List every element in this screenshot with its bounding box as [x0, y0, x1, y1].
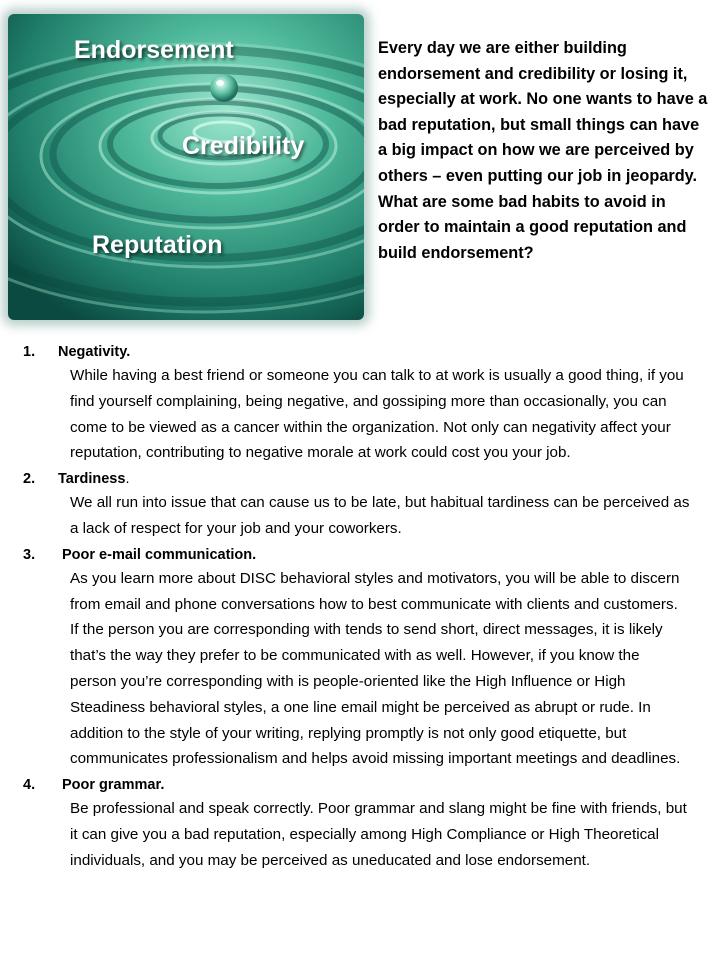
item-title	[62, 544, 720, 566]
list-item	[0, 544, 720, 772]
item-title-text: Poor e-mail communication.	[62, 546, 257, 563]
item-title	[58, 341, 720, 363]
item-number: 3.	[23, 546, 36, 563]
item-body: Be professional and speak correctly. Poor grammar and slang might be fine with friends, but it can give you a bad reputation, especially among High Compliance or High Theoretical individuals, and you may be perceived as uneducated and lose endorsement.	[70, 800, 687, 869]
water-ripple-image	[8, 14, 364, 320]
item-title	[58, 468, 720, 490]
item-number: 4.	[23, 777, 36, 794]
item-title	[62, 774, 720, 796]
item-title-text: Negativity.	[58, 344, 131, 360]
item-body: As you learn more about DISC behavioral styles and motivators, you will be able to discern from email and phone conversations how to best communicate with clients and customers. If the person you are corresponding with tends to send short, direct messages, it is likely that’s the way they prefer to be communicated with as well. However, if you know the person you’re corresponding with is people-oriented like the High Influence or High Steadiness behavioral styles, a one line email might be perceived as abrupt or rude. In addition to the style of your writing, replying promptly is not only good etiquette, but communicates professionalism and helps avoid missing important meetings and deadlines.	[70, 569, 681, 768]
hero-word-reputation: Reputation	[92, 231, 223, 259]
item-number: 2.	[23, 471, 36, 488]
item-title-text: Tardiness	[58, 471, 126, 488]
hero-word-credibility: Credibility	[182, 132, 305, 160]
item-title-text: Poor grammar.	[62, 777, 165, 794]
bad-habits-list	[0, 341, 720, 876]
hero-word-endorsement: Endorsement	[74, 36, 234, 64]
list-item	[0, 468, 720, 542]
list-item	[0, 341, 720, 466]
list-item	[0, 774, 720, 873]
item-title-trail: .	[125, 471, 130, 488]
item-body: While having a best friend or someone you can talk to at work is usually a good thing, if you find yourself complaining, being negative, and gossiping more than occasionally, you can come to be viewed as a cancer within the organization. Not only can negativity affect your reputation, contributing to negative morale at work could cost you your job.	[70, 367, 684, 462]
item-number: 1.	[23, 344, 36, 360]
item-body: We all run into issue that can cause us to be late, but habitual tardiness can be perceived as a lack of respect for your job and your coworkers.	[70, 494, 690, 537]
intro-paragraph: Every day we are either building endorsement and credibility or losing it, especially at work. No one wants to have a bad reputation, but small things can have a big impact on how we are perceived by others – even putting our job in jeopardy. What are some bad habits to avoid in order to maintain a good reputation and build endorsement?	[378, 39, 708, 262]
